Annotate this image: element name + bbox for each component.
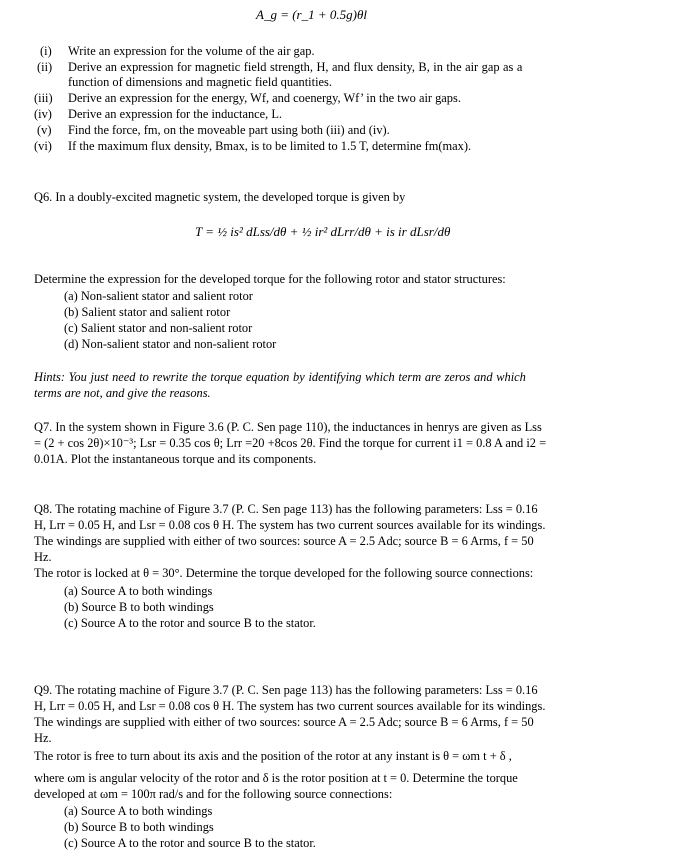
- q9-line: The rotor is free to turn about its axis and the position of the rotor at any instant is θ = ωm t + δ ,: [34, 749, 512, 763]
- q5-item-num: (iii): [34, 91, 53, 105]
- q9-line: The windings are supplied with either of two sources: source A = 2.5 Adc; source B = 6 Arms, f = 50: [34, 715, 534, 729]
- q7-line: 0.01A. Plot the instantaneous torque and its components.: [34, 452, 317, 466]
- q7-line: = (2 + cos 2θ)×10⁻³; Lsr = 0.35 cos θ; Lrr =20 +8cos 2θ. Find the torque for current i1 = 0.8 A and i2 =: [34, 436, 547, 450]
- q5-item-num: (iv): [34, 107, 52, 121]
- q6-torque-equation: T = ½ is² dLss/dθ + ½ ir² dLrr/dθ + is ir dLsr/dθ: [195, 224, 451, 239]
- q9-line: Q9. The rotating machine of Figure 3.7 (P. C. Sen page 113) has the following parameters: Lss = 0.16: [34, 683, 538, 697]
- q5-item-text: Write an expression for the volume of the air gap.: [68, 44, 315, 58]
- q5-item-text: Derive an expression for magnetic field strength, H, and flux density, B, in the air gap as a: [68, 60, 523, 74]
- q9-option: (c) Source A to the rotor and source B to the stator.: [64, 836, 316, 850]
- q6-prompt: Determine the expression for the developed torque for the following rotor and stator structures:: [34, 272, 506, 286]
- q7-line: Q7. In the system shown in Figure 3.6 (P. C. Sen page 110), the inductances in henrys are given as Lss: [34, 420, 542, 434]
- q5-item-text: If the maximum flux density, Bmax, is to be limited to 1.5 T, determine fm(max).: [68, 139, 472, 153]
- q9-option: (a) Source A to both windings: [64, 804, 213, 818]
- q8-option: (b) Source B to both windings: [64, 600, 214, 614]
- q8-line: Q8. The rotating machine of Figure 3.7 (P. C. Sen page 113) has the following parameters: Lss = 0.16: [34, 502, 538, 516]
- q9-line: developed at ωm = 100π rad/s and for the following source connections:: [34, 787, 393, 801]
- q5-item-text: Derive an expression for the energy, Wf, and coenergy, Wf’ in the two air gaps.: [68, 91, 461, 105]
- q5-item-num: (v): [37, 123, 52, 137]
- q8-line: The rotor is locked at θ = 30°. Determine the torque developed for the following source connections:: [34, 566, 534, 580]
- q9-option: (b) Source B to both windings: [64, 820, 214, 834]
- q9-line: Hz.: [34, 731, 52, 745]
- q6-hint-line: Hints: You just need to rewrite the torque equation by identifying which term are zeros and which: [34, 370, 526, 384]
- q5-item-num: (vi): [34, 139, 52, 153]
- q6-intro: Q6. In a doubly-excited magnetic system, the developed torque is given by: [34, 190, 406, 204]
- q5-item-text: Find the force, fm, on the moveable part using both (iii) and (iv).: [68, 123, 390, 137]
- q8-option: (c) Source A to the rotor and source B to the stator.: [64, 616, 316, 630]
- q6-option: (d) Non-salient stator and non-salient rotor: [64, 337, 277, 351]
- q8-option: (a) Source A to both windings: [64, 584, 213, 598]
- q9-line: H, Lrr = 0.05 H, and Lsr = 0.08 cos θ H. The system has two current sources available for its windings.: [34, 699, 546, 713]
- q6-option: (b) Salient stator and salient rotor: [64, 305, 231, 319]
- q8-line: Hz.: [34, 550, 52, 564]
- q5-item-text: Derive an expression for the inductance, L.: [68, 107, 282, 121]
- q5-item-text: function of dimensions and magnetic field quantities.: [68, 75, 332, 89]
- q8-line: H, Lrr = 0.05 H, and Lsr = 0.08 cos θ H. The system has two current sources available for its windings.: [34, 518, 546, 532]
- q6-option: (a) Non-salient stator and salient rotor: [64, 289, 253, 303]
- q8-line: The windings are supplied with either of two sources: source A = 2.5 Adc; source B = 6 Arms, f = 50: [34, 534, 534, 548]
- q6-option: (c) Salient stator and non-salient rotor: [64, 321, 253, 335]
- q6-hint-line: terms are not, and give the reasons.: [34, 386, 211, 400]
- top-equation: A_g = (r_1 + 0.5g)θl: [256, 7, 367, 22]
- q5-item-num: (ii): [37, 60, 53, 74]
- q9-line: where ωm is angular velocity of the rotor and δ is the rotor position at t = 0. Determine the torque: [34, 771, 518, 785]
- q5-item-num: (i): [40, 44, 52, 58]
